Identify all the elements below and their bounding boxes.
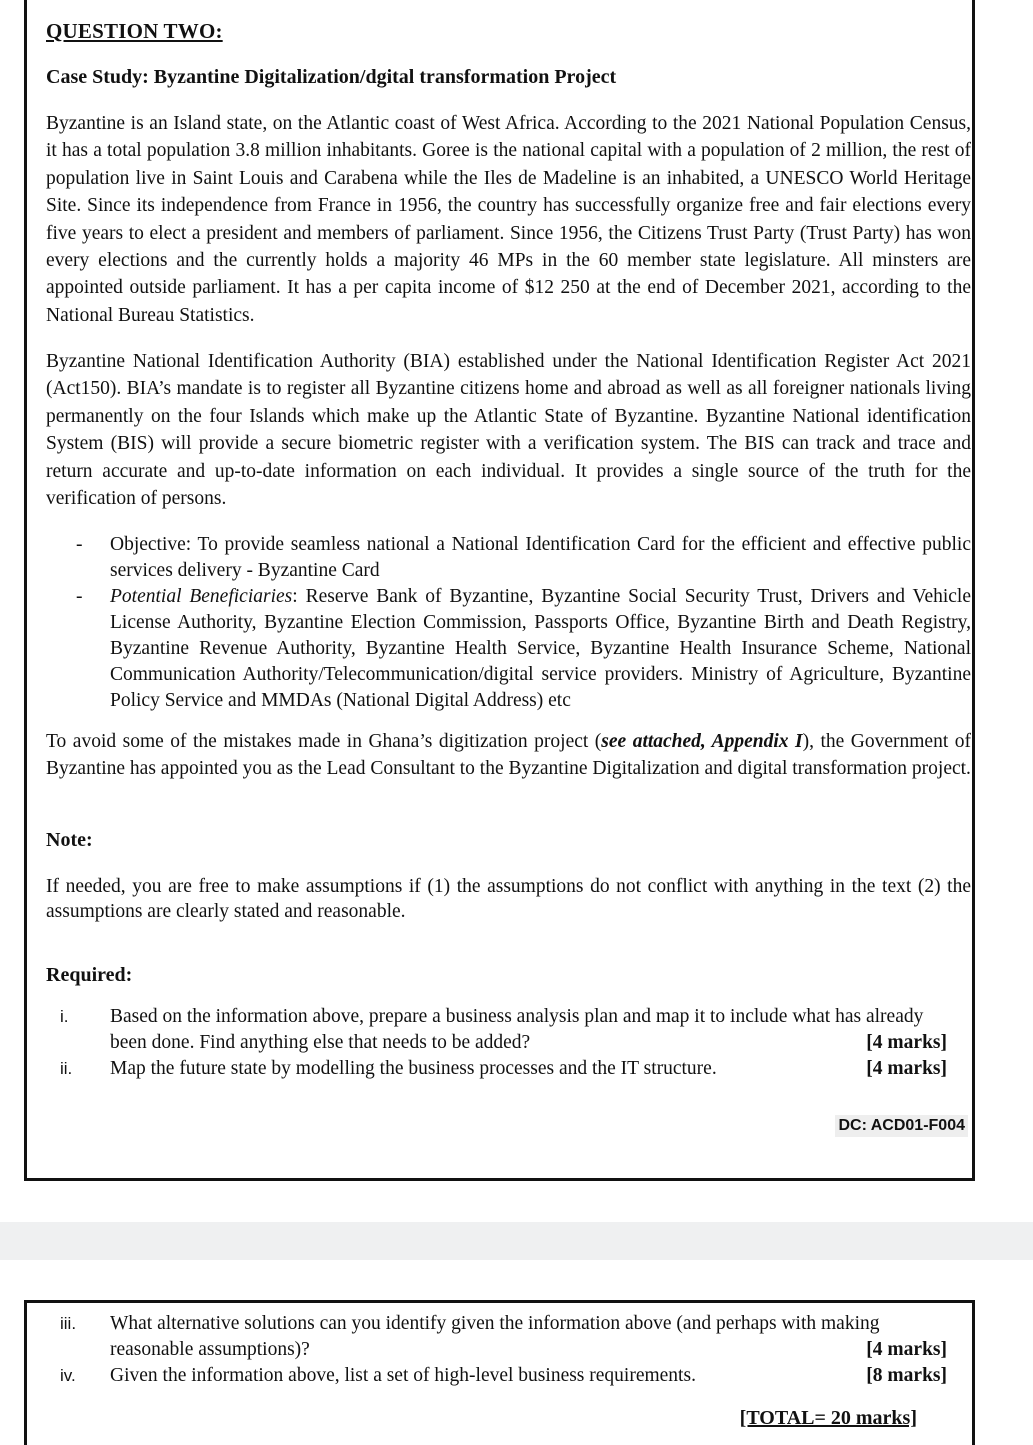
requirement-text: reasonable assumptions)? <box>110 1339 310 1360</box>
paragraph-bia: Byzantine National Identification Authority (BIA) established under the National Identification Register Act 2021 (Act150). BIA’s mandate is to register all Byzantine citizens home and abroad as well as all foreigner nationals living permanently on the four Islands which make up the Atlantic State of Byzantine. Byzantine National identification System (BIS) will provide a secure biometric register with a verification system. The BIS can track and trace and return accurate and up-to-date information on each individual. It provides a single source of the truth for the verification of persons. <box>46 351 971 510</box>
requirement-number: i. <box>60 1007 69 1026</box>
requirement-item <box>46 1363 971 1389</box>
bullet-list <box>46 532 971 714</box>
consultant-text-b: ), the Government of Byzantine has appointed you as the Lead Consultant to the Byzantine Digitalization and digital transformation project. <box>46 731 971 780</box>
document-page-1 <box>24 0 975 1181</box>
note-text: If needed, you are free to make assumptions if (1) the assumptions do not conflict with anything in the text (2) the assumptions are clearly stated and reasonable. <box>46 876 971 922</box>
page-separator <box>0 1222 1033 1260</box>
requirements-list <box>46 1004 971 1082</box>
bullet-dash: - <box>76 534 83 555</box>
requirement-item <box>46 1004 971 1056</box>
requirements-list-continued <box>46 1311 971 1389</box>
requirement-text: been done. Find anything else that needs to be added? <box>110 1032 531 1053</box>
requirement-number: ii. <box>60 1059 73 1078</box>
marks-label: [4 marks] <box>866 1032 947 1053</box>
case-study-title: Case Study: Byzantine Digitalization/dgital transformation Project <box>46 66 617 88</box>
marks-label: [4 marks] <box>866 1339 947 1360</box>
marks-label: [4 marks] <box>866 1058 947 1079</box>
required-heading: Required: <box>46 964 133 986</box>
requirement-item <box>46 1311 971 1363</box>
requirement-text: Map the future state by modelling the business processes and the IT structure. <box>110 1058 717 1079</box>
requirement-text: What alternative solutions can you identify given the information above (and perhaps with making <box>110 1313 880 1334</box>
requirement-number: iv. <box>60 1366 76 1385</box>
bullet-objective <box>46 532 971 584</box>
beneficiaries-text: Reserve Bank of Byzantine, Byzantine Social Security Trust, Drivers and Vehicle License Authority, Byzantine Election Commission, Passports Office, Byzantine Birth and Death Registry, Byzantine Revenue Authority, Byzantine Health Service, Byzantine Health Insurance Scheme, National Communication Authority/Telecommunication/digital service providers. Ministry of Agriculture, Byzantine Policy Service and MMDAs (National Digital Address) etc <box>110 586 972 711</box>
bullet-beneficiaries <box>46 584 971 714</box>
beneficiaries-separator: : <box>292 586 298 607</box>
requirement-text: Given the information above, list a set of high-level business requirements. <box>110 1365 696 1386</box>
requirement-item <box>46 1056 971 1082</box>
document-page-2 <box>24 1300 975 1445</box>
requirement-text: Based on the information above, prepare a business analysis plan and map it to include what has already <box>110 1006 924 1027</box>
document-code: DC: ACD01-F004 <box>835 1115 968 1137</box>
question-title: QUESTION TWO: <box>46 19 223 43</box>
bullet-dash: - <box>76 586 83 607</box>
total-marks: [TOTAL= 20 marks] <box>739 1407 917 1429</box>
beneficiaries-label: Potential Beneficiaries <box>110 586 293 607</box>
paragraph-background: Byzantine is an Island state, on the Atlantic coast of West Africa. According to the 2021 National Population Census, it has a total population 3.8 million inhabitants. Goree is the national capital with a population of 2 million, the rest of population live in Saint Louis and Carabena while the Iles de Madeline is an inhabited, a UNESCO World Heritage Site. Since its independence from France in 1956, the country has successfully organize free and fair elections every five years to elect a president and members of parliament. Since 1956, the Citizens Trust Party (Trust Party) has won every elections and the currently holds a majority 46 MPs in the 60 member state legislature. All minsters are appointed outside parliament. It has a per capita income of $12 250 at the end of December 2021, according to the National Bureau Statistics. <box>46 113 971 326</box>
appendix-reference: see attached, Appendix I <box>601 731 803 752</box>
consultant-text-a: To avoid some of the mistakes made in Ghana’s digitization project ( <box>46 731 602 752</box>
marks-label: [8 marks] <box>866 1365 947 1386</box>
paragraph-consultant <box>46 728 971 783</box>
bullet-objective-text: Objective: To provide seamless national a National Identification Card for the efficient and effective public services delivery - Byzantine Card <box>110 534 971 581</box>
note-heading: Note: <box>46 829 93 851</box>
requirement-number: iii. <box>60 1314 77 1333</box>
